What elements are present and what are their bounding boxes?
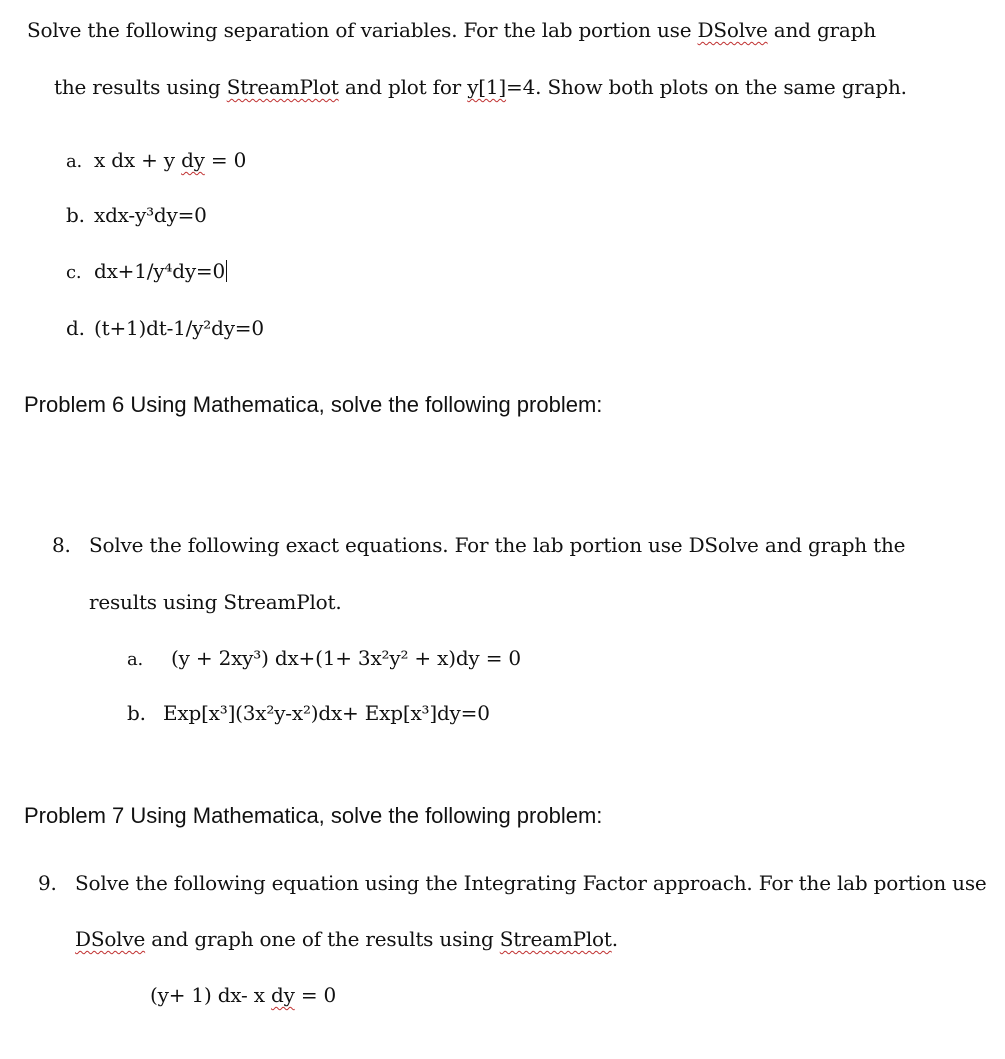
item-label: a. [66, 151, 83, 172]
list-item-d [66, 318, 264, 338]
equation: (t+1)dt-1/y²dy=0 [94, 316, 264, 340]
problem-number: 9. [38, 871, 57, 895]
instruction-text: Solve the following equation using the Integrating Factor approach. For the lab portion use [75, 871, 987, 895]
intro-text: Solve the following separation of variables. For the lab portion use [27, 18, 698, 42]
item-label: a. [127, 649, 144, 670]
problem6-item-b [127, 703, 490, 723]
intro-text: and plot for [338, 75, 468, 99]
equation: (y+ 1) dx- x [150, 983, 271, 1007]
equation: = 0 [204, 148, 247, 172]
streamplot-term: StreamPlot [499, 927, 612, 951]
dsolve-term: DSolve [697, 18, 768, 42]
streamplot-term: StreamPlot [226, 75, 339, 99]
initial-condition: y[1] [467, 75, 507, 99]
item-label: c. [66, 262, 82, 283]
problem6-instruction-line-2: results using StreamPlot. [89, 590, 342, 614]
instruction-text: . [611, 927, 618, 951]
problem7-heading: Problem 7 Using Mathematica, solve the following problem: [24, 803, 603, 828]
problem7-instruction-line-1 [38, 873, 987, 893]
item-label: d. [66, 316, 85, 340]
intro-line-1 [27, 20, 876, 40]
equation: Exp[x³](3x²y-x²)dx+ Exp[x³]dy=0 [163, 701, 490, 725]
equation-dy: dy [181, 148, 205, 172]
equation: = 0 [294, 983, 337, 1007]
intro-text: the results using [54, 75, 227, 99]
item-label: b. [127, 701, 146, 725]
problem6-instruction-line-1 [52, 535, 905, 555]
list-item-c [66, 260, 227, 282]
problem6-item-a [127, 648, 521, 669]
problem-number: 8. [52, 533, 71, 557]
equation: (y + 2xy³) dx+(1+ 3x²y² + x)dy = 0 [171, 646, 521, 670]
instruction-text: Solve the following exact equations. For the lab portion use DSolve and graph the [89, 533, 906, 557]
item-label: b. [66, 203, 85, 227]
dsolve-term: DSolve [75, 927, 146, 951]
problem7-instruction-line-2 [75, 929, 618, 949]
equation: xdx-y³dy=0 [94, 203, 207, 227]
equation: dx+1/y⁴dy=0 [94, 259, 226, 283]
problem6-heading: Problem 6 Using Mathematica, solve the following problem: [24, 392, 603, 417]
list-item-b [66, 205, 207, 225]
intro-text: =4. Show both plots on the same graph. [506, 75, 907, 99]
equation-dy: dy [270, 983, 295, 1007]
equation: x dx + y [94, 148, 182, 172]
intro-line-2 [54, 77, 907, 97]
instruction-text: and graph one of the results using [145, 927, 500, 951]
list-item-a [66, 150, 246, 171]
intro-text: and graph [767, 18, 876, 42]
text-cursor [226, 260, 227, 282]
problem7-equation [150, 985, 336, 1005]
